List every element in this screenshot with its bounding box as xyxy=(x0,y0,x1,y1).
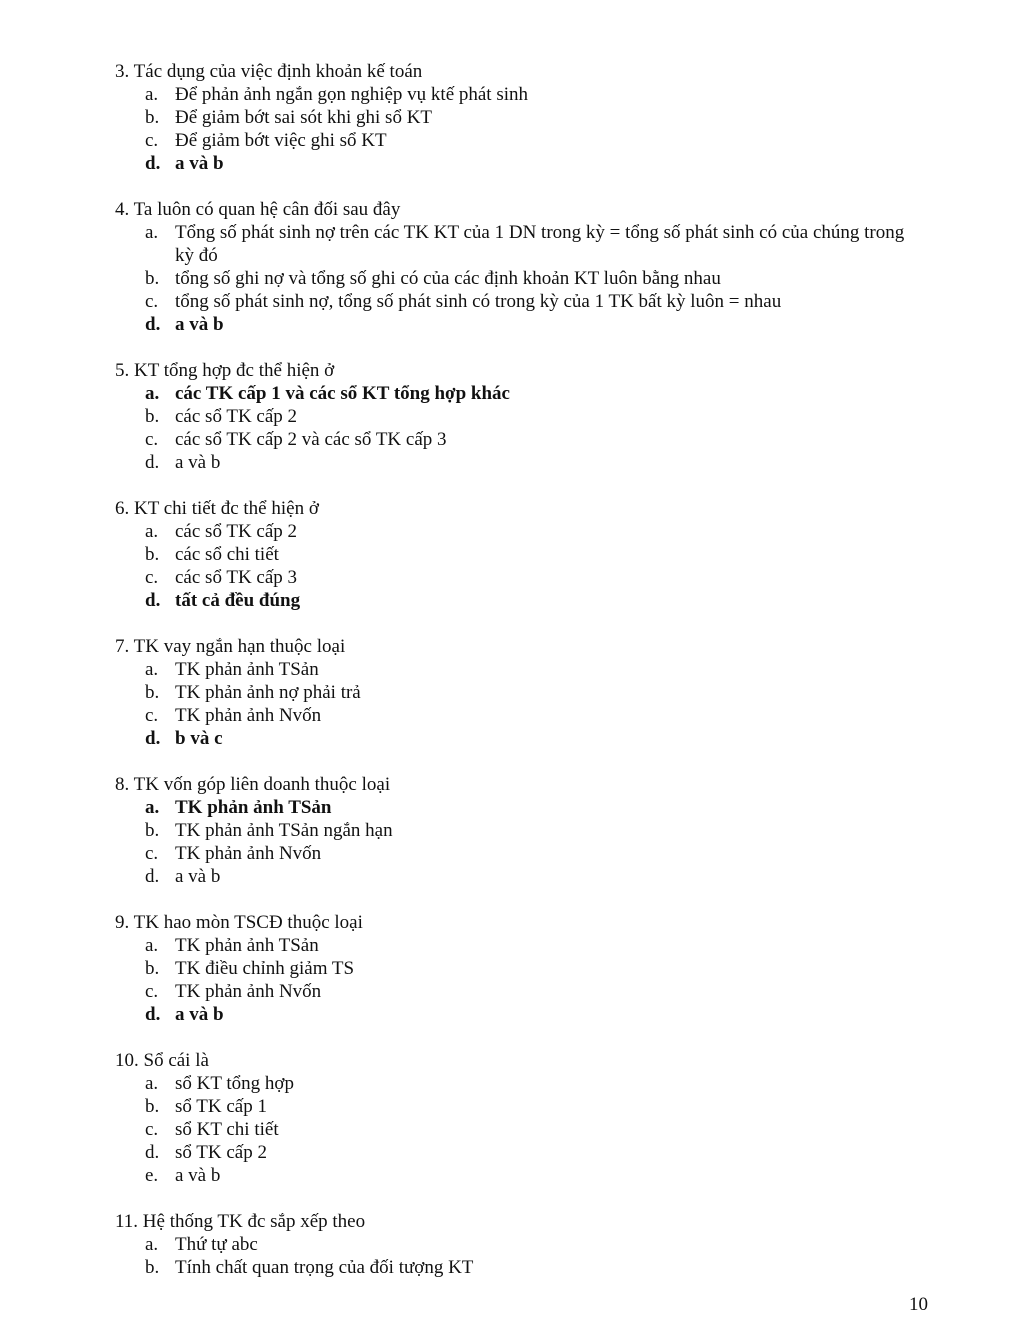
option-a xyxy=(145,934,915,957)
option-b xyxy=(145,1256,915,1279)
option-d-answer xyxy=(145,152,915,175)
option-text: Để giảm bớt sai sót khi ghi sổ KT xyxy=(175,107,433,128)
option-b xyxy=(145,405,915,428)
question-9 xyxy=(115,911,915,1026)
option-text: TK điều chỉnh giảm TS xyxy=(175,958,355,979)
option-d-answer xyxy=(145,589,915,612)
option-a xyxy=(145,221,915,267)
option-text: b và c xyxy=(175,728,223,749)
option-letter: a. xyxy=(145,797,160,818)
option-text: sổ KT tổng hợp xyxy=(175,1073,294,1094)
option-b xyxy=(145,543,915,566)
option-text: a và b xyxy=(175,1004,224,1025)
option-text: Tổng số phát sinh nợ trên các TK KT của 1 DN trong kỳ = tổng số phát sinh có của chúng trong kỳ đó xyxy=(175,222,905,266)
question-title: 9. TK hao mòn TSCĐ thuộc loại xyxy=(115,912,363,933)
question-title: 5. KT tổng hợp đc thể hiện ở xyxy=(115,360,335,381)
option-b xyxy=(145,1095,915,1118)
question-4 xyxy=(115,198,915,336)
option-letter: b. xyxy=(145,820,160,841)
question-8 xyxy=(115,773,915,888)
option-text: Tính chất quan trọng của đối tượng KT xyxy=(175,1257,474,1278)
option-letter: a. xyxy=(145,383,160,404)
option-text: a và b xyxy=(175,314,224,335)
option-text: TK phản ảnh TSản xyxy=(175,797,332,818)
option-text: các sổ TK cấp 2 xyxy=(175,521,298,542)
option-letter: d. xyxy=(145,728,161,749)
option-letter: a. xyxy=(145,659,159,680)
option-text: TK phản ảnh nợ phải trả xyxy=(175,682,361,703)
option-letter: a. xyxy=(145,222,159,243)
question-11 xyxy=(115,1210,915,1279)
option-text: TK phản ảnh TSản xyxy=(175,659,319,680)
option-letter: c. xyxy=(145,981,159,1002)
option-b xyxy=(145,106,915,129)
option-a xyxy=(145,83,915,106)
option-letter: c. xyxy=(145,291,159,312)
option-c xyxy=(145,1118,915,1141)
option-text: sổ TK cấp 1 xyxy=(175,1096,267,1117)
option-letter: d. xyxy=(145,866,160,887)
question-title: 8. TK vốn góp liên doanh thuộc loại xyxy=(115,774,391,795)
option-text: sổ TK cấp 2 xyxy=(175,1142,267,1163)
option-d xyxy=(145,865,915,888)
option-a xyxy=(145,1233,915,1256)
option-text: TK phản ảnh TSản xyxy=(175,935,319,956)
option-text: Để giảm bớt việc ghi sổ KT xyxy=(175,130,387,151)
option-c xyxy=(145,428,915,451)
option-text: tổng số ghi nợ và tổng số ghi có của các định khoản KT luôn bằng nhau xyxy=(175,268,721,289)
option-text: a và b xyxy=(175,452,221,473)
question-title: 11. Hệ thống TK đc sắp xếp theo xyxy=(115,1211,366,1232)
option-text: tổng số phát sinh nợ, tổng số phát sinh có trong kỳ của 1 TK bất kỳ luôn = nhau xyxy=(175,291,782,312)
option-letter: a. xyxy=(145,1234,159,1255)
option-letter: b. xyxy=(145,406,160,427)
option-text: a và b xyxy=(175,1165,221,1186)
question-title: 10. Sổ cái là xyxy=(115,1050,209,1071)
option-e xyxy=(145,1164,915,1187)
option-letter: b. xyxy=(145,682,160,703)
page-number: 10 xyxy=(909,1294,928,1315)
option-letter: b. xyxy=(145,107,160,128)
option-a xyxy=(145,520,915,543)
question-7 xyxy=(115,635,915,750)
option-c xyxy=(145,290,915,313)
option-d xyxy=(145,451,915,474)
option-b xyxy=(145,957,915,980)
option-letter: b. xyxy=(145,268,160,289)
question-title: 3. Tác dụng của việc định khoản kế toán xyxy=(115,61,423,82)
option-a-answer xyxy=(145,382,915,405)
option-letter: d. xyxy=(145,590,161,611)
option-text: TK phản ảnh Nvốn xyxy=(175,981,322,1002)
option-letter: d. xyxy=(145,1004,161,1025)
question-title: 7. TK vay ngắn hạn thuộc loại xyxy=(115,636,346,657)
option-letter: c. xyxy=(145,429,159,450)
question-title: 4. Ta luôn có quan hệ cân đối sau đây xyxy=(115,199,401,220)
option-letter: d. xyxy=(145,314,161,335)
option-b xyxy=(145,681,915,704)
option-text: a và b xyxy=(175,153,224,174)
option-text: các sổ TK cấp 3 xyxy=(175,567,298,588)
option-text: TK phản ảnh TSản ngắn hạn xyxy=(175,820,393,841)
option-letter: b. xyxy=(145,1257,160,1278)
option-c xyxy=(145,566,915,589)
question-5 xyxy=(115,359,915,474)
option-text: các sổ TK cấp 2 xyxy=(175,406,298,427)
question-3 xyxy=(115,60,915,175)
option-text: sổ KT chi tiết xyxy=(175,1119,279,1140)
option-d-answer xyxy=(145,1003,915,1026)
option-c xyxy=(145,129,915,152)
option-letter: b. xyxy=(145,958,160,979)
option-letter: d. xyxy=(145,153,161,174)
option-text: Thứ tự abc xyxy=(175,1234,258,1255)
option-letter: a. xyxy=(145,1073,159,1094)
option-letter: b. xyxy=(145,544,160,565)
option-c xyxy=(145,842,915,865)
option-d-answer xyxy=(145,727,915,750)
option-letter: c. xyxy=(145,1119,159,1140)
option-letter: a. xyxy=(145,84,159,105)
option-c xyxy=(145,980,915,1003)
option-text: TK phản ảnh Nvốn xyxy=(175,843,322,864)
option-letter: b. xyxy=(145,1096,160,1117)
option-a-answer xyxy=(145,796,915,819)
option-text: các TK cấp 1 và các sổ KT tổng hợp khác xyxy=(175,383,510,404)
option-text: a và b xyxy=(175,866,221,887)
option-d xyxy=(145,1141,915,1164)
option-letter: e. xyxy=(145,1165,159,1186)
question-6 xyxy=(115,497,915,612)
option-text: các sổ chi tiết xyxy=(175,544,279,565)
option-text: tất cả đều đúng xyxy=(175,590,301,611)
option-c xyxy=(145,704,915,727)
option-letter: c. xyxy=(145,130,159,151)
option-a xyxy=(145,658,915,681)
option-a xyxy=(145,1072,915,1095)
option-letter: a. xyxy=(145,935,159,956)
question-title: 6. KT chi tiết đc thể hiện ở xyxy=(115,498,319,519)
option-text: TK phản ảnh Nvốn xyxy=(175,705,322,726)
option-letter: a. xyxy=(145,521,159,542)
document-body xyxy=(115,60,915,1302)
option-letter: c. xyxy=(145,705,159,726)
option-letter: d. xyxy=(145,1142,160,1163)
option-letter: c. xyxy=(145,567,159,588)
option-letter: c. xyxy=(145,843,159,864)
question-10 xyxy=(115,1049,915,1187)
option-text: Để phản ảnh ngắn gọn nghiệp vụ ktế phát sinh xyxy=(175,84,529,105)
option-b xyxy=(145,819,915,842)
option-d-answer xyxy=(145,313,915,336)
option-letter: d. xyxy=(145,452,160,473)
option-b xyxy=(145,267,915,290)
option-text: các sổ TK cấp 2 và các sổ TK cấp 3 xyxy=(175,429,447,450)
